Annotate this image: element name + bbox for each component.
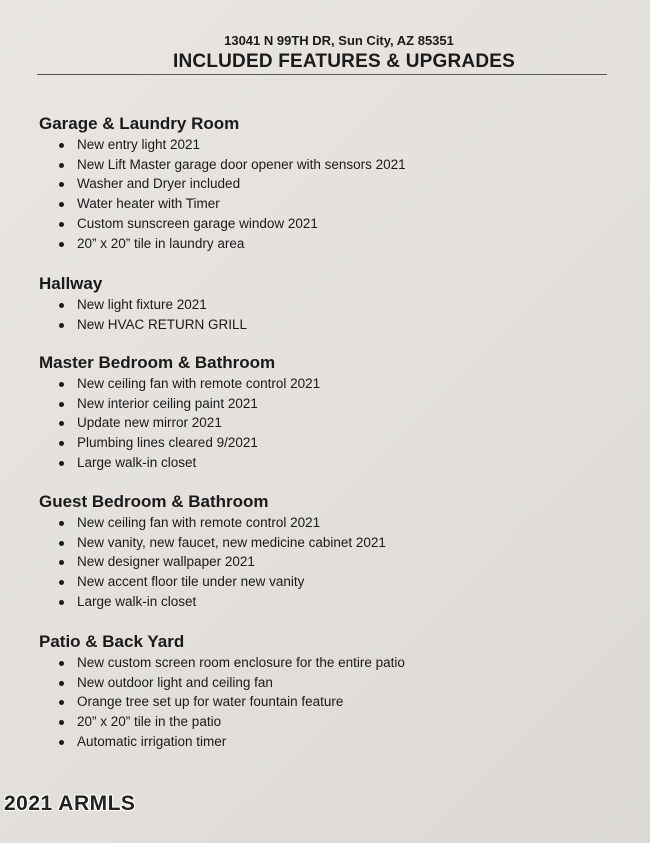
bullet-icon [59, 681, 64, 686]
bullet-icon [59, 580, 64, 585]
section-title: Garage & Laundry Room [39, 114, 240, 133]
section-title: Hallway [39, 274, 103, 293]
list-item: 20” x 20” tile in the patio [39, 712, 405, 732]
section-guest-bedroom [39, 491, 386, 612]
bullet-icon [59, 541, 64, 546]
bullet-icon [59, 222, 64, 227]
bullet-icon [59, 421, 64, 426]
section-title: Patio & Back Yard [39, 632, 185, 651]
section-title: Master Bedroom & Bathroom [39, 353, 276, 372]
bullet-icon [59, 600, 64, 605]
list-item: Update new mirror 2021 [39, 413, 320, 433]
list-item: New entry light 2021 [39, 135, 406, 155]
list-item: New interior ceiling paint 2021 [39, 394, 320, 414]
bullet-icon [59, 560, 64, 565]
document-title [0, 51, 650, 73]
list-item: New ceiling fan with remote control 2021 [39, 513, 386, 533]
list-item: New outdoor light and ceiling fan [39, 673, 405, 693]
section-patio-backyard [39, 631, 405, 752]
copyright-watermark: 2021 ARMLS [4, 792, 136, 815]
section-title: Guest Bedroom & Bathroom [39, 492, 269, 511]
list-item: Plumbing lines cleared 9/2021 [39, 433, 320, 453]
feature-list [39, 513, 386, 612]
bullet-icon [59, 202, 64, 207]
list-item: New HVAC RETURN GRILL [39, 315, 247, 335]
bullet-icon [59, 461, 64, 466]
bullet-icon [59, 163, 64, 168]
bullet-icon [59, 182, 64, 187]
list-item: Washer and Dryer included [39, 174, 406, 194]
feature-list [39, 135, 406, 253]
bullet-icon [59, 382, 64, 387]
feature-list [39, 295, 247, 334]
feature-list [39, 653, 405, 752]
list-item: New Lift Master garage door opener with sensors 2021 [39, 155, 406, 175]
bullet-icon [59, 441, 64, 446]
list-item: New light fixture 2021 [39, 295, 247, 315]
bullet-icon [59, 700, 64, 705]
list-item: Orange tree set up for water fountain feature [39, 692, 405, 712]
list-item: New ceiling fan with remote control 2021 [39, 374, 320, 394]
list-item: New custom screen room enclosure for the entire patio [39, 653, 405, 673]
section-hallway [39, 273, 247, 334]
bullet-icon [59, 720, 64, 725]
property-address-text: 13041 N 99TH DR, Sun City, AZ 85351 [224, 33, 454, 48]
bullet-icon [59, 323, 64, 328]
bullet-icon [59, 521, 64, 526]
feature-list [39, 374, 320, 473]
bullet-icon [59, 303, 64, 308]
document-title-text: INCLUDED FEATURES & UPGRADES [173, 51, 515, 72]
section-garage-laundry [39, 113, 406, 253]
bullet-icon [59, 242, 64, 247]
title-divider [37, 74, 607, 75]
list-item: Custom sunscreen garage window 2021 [39, 214, 406, 234]
list-item: Large walk-in closet [39, 453, 320, 473]
list-item: Large walk-in closet [39, 592, 386, 612]
list-item: Water heater with Timer [39, 194, 406, 214]
list-item: Automatic irrigation timer [39, 732, 405, 752]
bullet-icon [59, 740, 64, 745]
bullet-icon [59, 143, 64, 148]
list-item: New vanity, new faucet, new medicine cabinet 2021 [39, 533, 386, 553]
bullet-icon [59, 661, 64, 666]
list-item: 20” x 20” tile in laundry area [39, 234, 406, 254]
property-address [0, 33, 650, 48]
section-master-bedroom [39, 352, 320, 473]
list-item: New accent floor tile under new vanity [39, 572, 386, 592]
bullet-icon [59, 402, 64, 407]
list-item: New designer wallpaper 2021 [39, 552, 386, 572]
